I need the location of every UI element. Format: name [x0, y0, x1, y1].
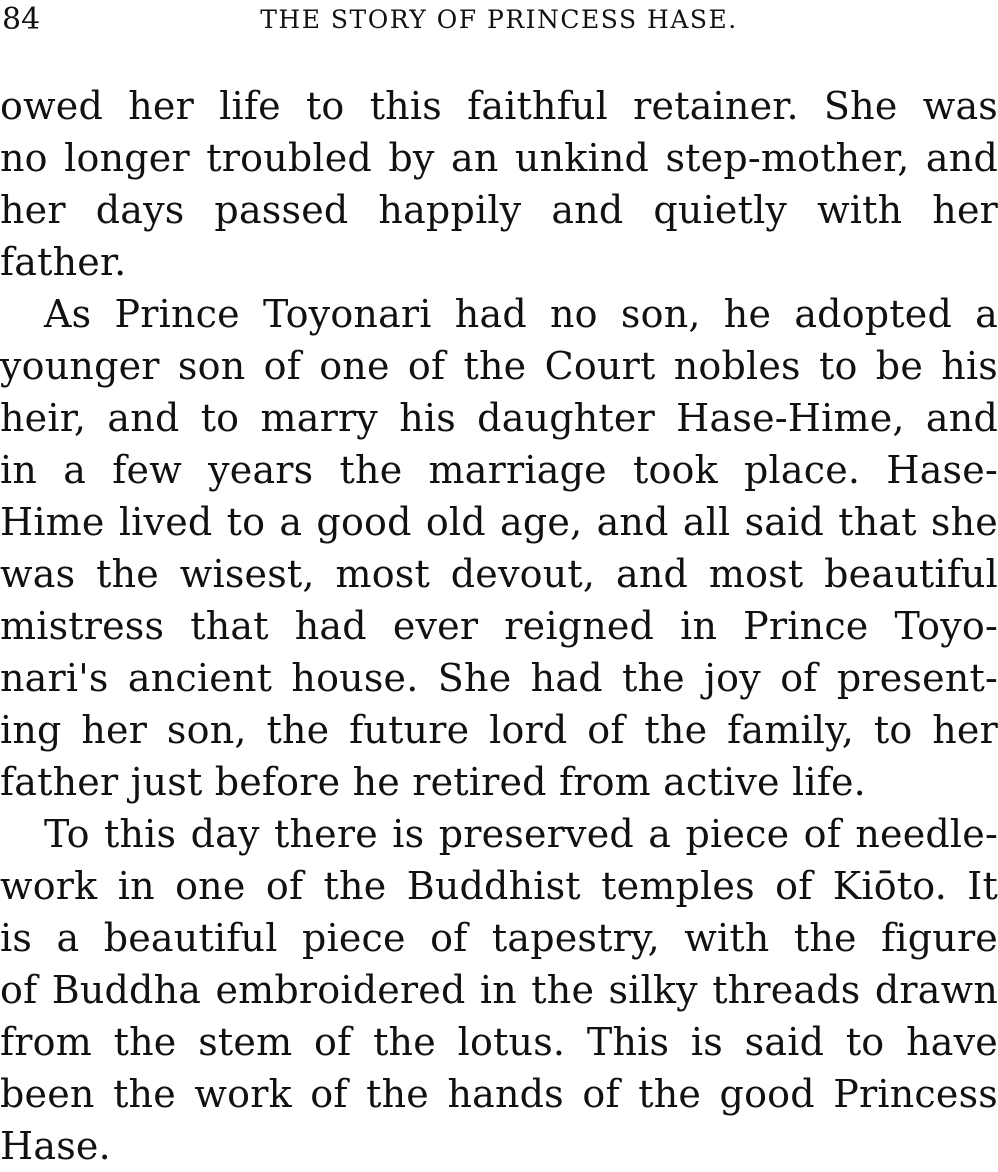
text-line: from the stem of the lotus. This is said to have: [0, 1020, 998, 1064]
text-line: younger son of one of the Court nobles to be his: [0, 344, 998, 388]
text-line: father just before he retired from active life.: [0, 760, 866, 804]
running-title: THE STORY OF PRINCESS HASE.: [260, 5, 738, 34]
text-line: no longer troubled by an unkind step-mother, and: [0, 136, 998, 180]
text-line: Hime lived to a good old age, and all said that she: [0, 500, 998, 544]
text-line: work in one of the Buddhist temples of Kiōto. It: [0, 864, 998, 908]
text-line: father.: [0, 240, 127, 284]
text-line: her days passed happily and quietly with her: [0, 188, 998, 232]
paragraph-start-line: As Prince Toyonari had no son, he adopted a: [44, 292, 998, 336]
text-line: heir, and to marry his daughter Hase-Hime, and: [0, 396, 998, 440]
page-number: 84: [2, 2, 41, 37]
text-line: is a beautiful piece of tapestry, with the figure: [0, 916, 998, 960]
text-line: in a few years the marriage took place. Hase-: [0, 448, 998, 492]
text-line: mistress that had ever reigned in Prince Toyo-: [0, 604, 998, 648]
text-line: was the wisest, most devout, and most beautiful: [0, 552, 998, 596]
text-line: ing her son, the future lord of the family, to her: [0, 708, 998, 752]
text-line: nari's ancient house. She had the joy of present-: [0, 656, 998, 700]
text-line: Hase.: [0, 1124, 111, 1168]
text-line: been the work of the hands of the good Princess: [0, 1072, 998, 1116]
paragraph-start-line: To this day there is preserved a piece of needle-: [44, 812, 998, 856]
text-line: of Buddha embroidered in the silky threads drawn: [0, 968, 998, 1012]
text-line: owed her life to this faithful retainer. She was: [0, 84, 998, 128]
body-text: [0, 80, 998, 1172]
page-header: [0, 0, 998, 46]
